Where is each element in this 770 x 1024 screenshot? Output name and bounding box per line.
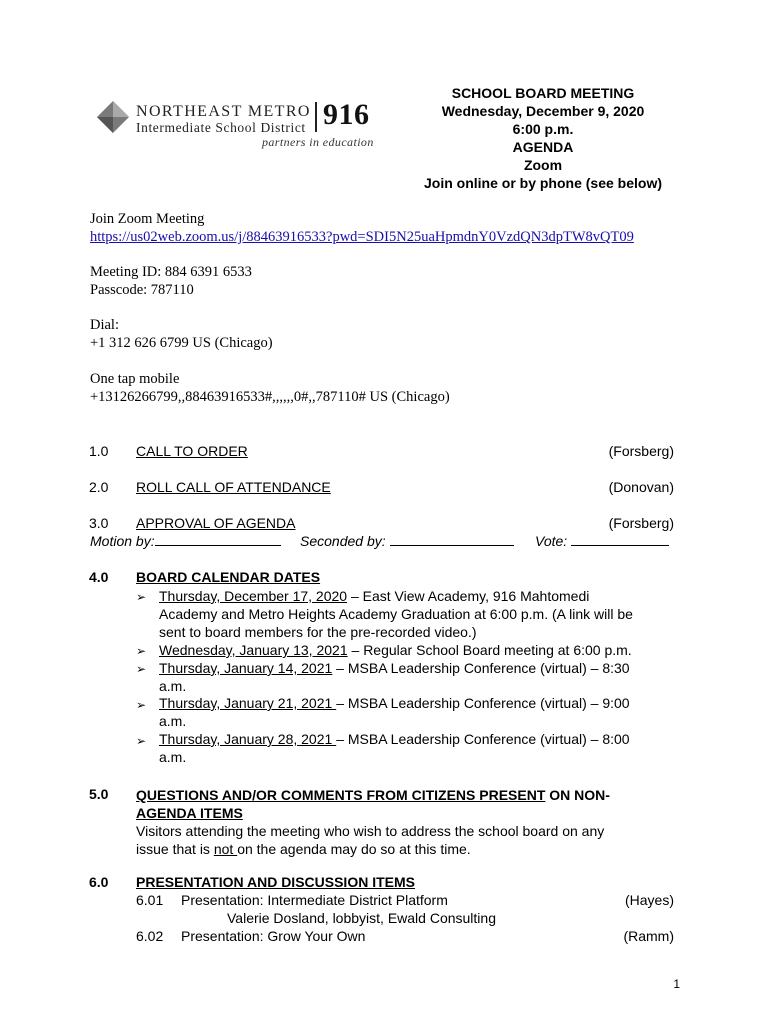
logo-tagline: partners in education [262,135,374,149]
item-number: 3.0 [89,515,109,531]
passcode: Passcode: 787110 [90,282,194,298]
citizens-desc-not: not [213,841,238,857]
sub-item-number: 6.02 [136,928,164,944]
logo-divider [315,102,317,132]
item-number: 5.0 [89,786,109,802]
calendar-item [159,659,679,695]
arrow-bullet-icon: ➢ [136,698,147,712]
sub-item-title: Presentation: Intermediate District Platform [181,892,448,908]
calendar-item [159,641,679,659]
sub-item-title: Presentation: Grow Your Own [181,928,366,944]
item-title-roll-call: ROLL CALL OF ATTENDANCE [136,479,331,495]
logo-line2: Intermediate School District [136,120,306,135]
arrow-bullet-icon: ➢ [136,590,147,604]
motion-blank[interactable] [155,533,281,546]
citizens-desc-text: on the agenda may do so at this time. [237,841,471,857]
motion-label: Motion by: [90,533,155,549]
item-number: 1.0 [89,443,109,459]
calendar-date: Wednesday, January 13, 2021 [159,642,348,658]
arrow-bullet-icon: ➢ [136,644,147,658]
calendar-text: a.m. [159,678,187,694]
seconded-line [300,533,514,549]
citizens-title-part: ON NON- [545,787,610,803]
item-presenter: (Forsberg) [608,443,674,459]
calendar-text: Academy and Metro Heights Academy Graduation at 6:00 p.m. (A link will be [159,606,633,622]
calendar-text: – MSBA Leadership Conference (virtual) – 8:00 [336,731,630,747]
vote-blank[interactable] [571,533,669,546]
item-number: 2.0 [89,479,109,495]
item-number: 4.0 [89,569,109,585]
vote-line [535,533,669,549]
citizens-title-part: AGENDA ITEMS [136,805,243,821]
sub-item-presenter: (Hayes) [624,892,674,908]
motion-line [90,533,281,549]
calendar-date: Thursday, January 21, 2021 [159,695,337,711]
calendar-text: – East View Academy, 916 Mahtomedi [347,588,590,604]
join-note: Join online or by phone (see below) [423,175,663,191]
calendar-item [159,730,679,766]
sub-item-detail: Valerie Dosland, lobbyist, Ewald Consulting [227,910,496,926]
item-title-approval-agenda: APPROVAL OF AGENDA [136,515,296,531]
calendar-text: a.m. [159,749,187,765]
district-logo [96,100,386,155]
meeting-title: SCHOOL BOARD MEETING [451,85,635,101]
meeting-id: Meeting ID: 884 6391 6533 [90,264,252,280]
calendar-text: a.m. [159,713,187,729]
sub-item-number: 6.01 [136,892,164,908]
item-number: 6.0 [89,874,109,890]
item-title-calendar: BOARD CALENDAR DATES [136,569,321,585]
calendar-text: – MSBA Leadership Conference (virtual) – 8:30 [332,660,630,676]
item-title-presentations: PRESENTATION AND DISCUSSION ITEMS [136,874,415,890]
agenda-label: AGENDA [512,139,574,155]
seconded-label: Seconded by: [300,533,386,549]
logo-number: 916 [323,98,370,131]
page-number: 1 [673,977,680,991]
join-zoom-label: Join Zoom Meeting [90,211,205,227]
diamond-logo-icon [96,100,130,134]
dial-number: +1 312 626 6799 US (Chicago) [90,335,273,351]
citizens-desc-text: Visitors attending the meeting who wish to address the school board on any [136,823,605,839]
dial-label: Dial: [90,317,119,333]
arrow-bullet-icon: ➢ [136,734,147,748]
arrow-bullet-icon: ➢ [136,662,147,676]
calendar-date: Thursday, January 28, 2021 [159,731,337,747]
calendar-text: sent to board members for the pre-recorded video.) [159,624,477,640]
calendar-date: Thursday, January 14, 2021 [159,660,333,676]
calendar-text: – Regular School Board meeting at 6:00 p.m. [347,642,632,658]
logo-line1: NORTHEAST METRO [136,103,311,120]
sub-item-presenter: (Ramm) [623,928,674,944]
zoom-link[interactable]: https://us02web.zoom.us/j/88463916533?pwd=SDI5N25uaHpmdnY0VzdQN3dpTW8vQT09 [90,229,634,245]
item-title-call-to-order: CALL TO ORDER [136,443,248,459]
meeting-platform: Zoom [523,157,563,173]
citizens-desc-text: issue that is [136,841,214,857]
calendar-text: – MSBA Leadership Conference (virtual) – 9:00 [336,695,630,711]
meeting-time: 6:00 p.m. [512,121,574,137]
item-title-citizens [136,786,676,822]
vote-label: Vote: [535,533,568,549]
item-presenter: (Donovan) [608,479,674,495]
calendar-item [159,694,679,730]
citizens-description [136,822,676,858]
seconded-blank[interactable] [390,533,514,546]
calendar-date: Thursday, December 17, 2020 [159,588,348,604]
item-presenter: (Forsberg) [608,515,674,531]
meeting-date: Wednesday, December 9, 2020 [441,103,645,119]
one-tap-label: One tap mobile [90,371,180,387]
citizens-title-part: QUESTIONS AND/OR COMMENTS FROM CITIZENS PRESENT [136,787,546,803]
one-tap-number: +13126266799,,88463916533#,,,,,,0#,,787110# US (Chicago) [90,389,450,405]
calendar-item [159,587,679,641]
